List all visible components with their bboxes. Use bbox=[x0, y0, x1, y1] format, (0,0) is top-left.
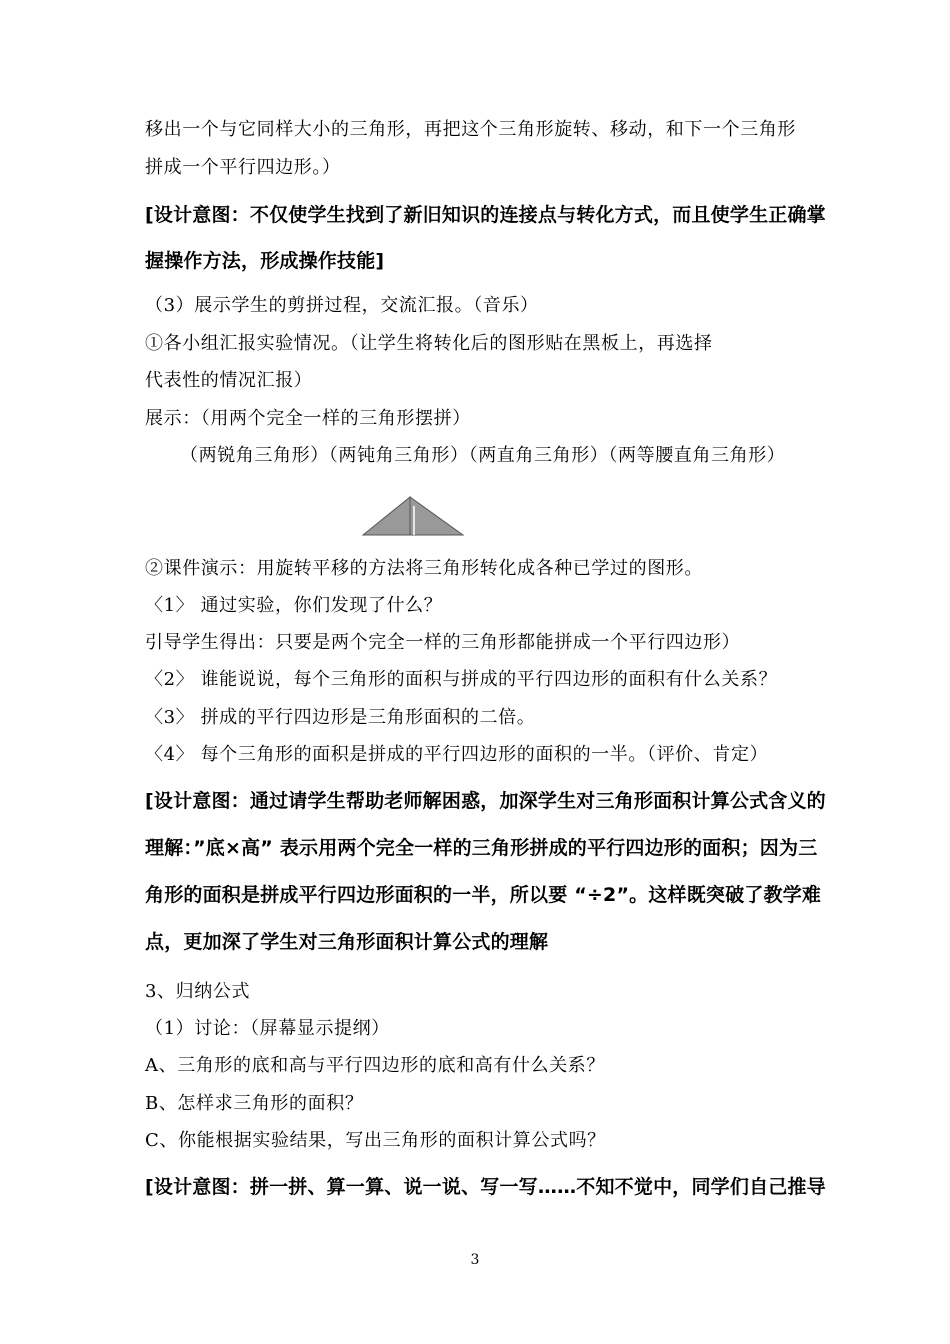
design-intent-line: 角形的面积是拼成平行四边形面积的一半，所以要 “÷2”。这样既突破了教学难 bbox=[145, 884, 822, 906]
triangle-left bbox=[363, 497, 410, 535]
paragraph-line: 拼成一个平行四边形。） bbox=[145, 157, 341, 178]
paragraph-line: 引导学生得出：只要是两个完全一样的三角形都能拼成一个平行四边形） bbox=[145, 632, 741, 653]
page-number: 3 bbox=[470, 1252, 480, 1268]
design-intent-line: 握操作方法，形成操作技能] bbox=[145, 250, 385, 272]
paragraph-line: 〈2〉 谁能说说，每个三角形的面积与拼成的平行四边形的面积有什么关系？ bbox=[145, 669, 778, 690]
design-intent-line: [设计意图：不仅使学生找到了新旧知识的连接点与转化方式，而且使学生正确掌 bbox=[145, 204, 826, 226]
design-intent-line: 点，更加深了学生对三角形面积计算公式的理解 bbox=[145, 931, 549, 953]
paragraph-line: B、怎样求三角形的面积？ bbox=[145, 1093, 364, 1114]
design-intent-line: [设计意图：拼一拼、算一算、说一说、写一写……不知不觉中，同学们自己推导 bbox=[145, 1176, 826, 1198]
paragraph-line: A、三角形的底和高与平行四边形的底和高有什么关系？ bbox=[145, 1055, 605, 1076]
paragraph-line: 〈4〉 每个三角形的面积是拼成的平行四边形的面积的一半。（评价、肯定） bbox=[145, 744, 769, 765]
triangle-figure bbox=[362, 494, 464, 538]
paragraph-line: （两锐角三角形）（两钝角三角形）（两直角三角形）（两等腰直角三角形） bbox=[180, 445, 786, 466]
paragraph-line: ②课件演示：用旋转平移的方法将三角形转化成各种已学过的图形。 bbox=[145, 558, 703, 579]
section-heading: 3、归纳公式 bbox=[145, 981, 251, 1002]
paragraph-line: 代表性的情况汇报） bbox=[145, 370, 313, 391]
paragraph-line: （3）展示学生的剪拼过程，交流汇报。（音乐） bbox=[145, 295, 539, 316]
triangle-right bbox=[410, 497, 463, 535]
paragraph-line: 展示：（用两个完全一样的三角形摆拼） bbox=[145, 408, 471, 429]
paragraph-line: 移出一个与它同样大小的三角形，再把这个三角形旋转、移动，和下一个三角形 bbox=[145, 119, 796, 140]
paragraph-line: ①各小组汇报实验情况。（让学生将转化后的图形贴在黑板上，再选择 bbox=[145, 333, 713, 354]
paragraph-line: （1）讨论：（屏幕显示提纲） bbox=[145, 1018, 390, 1039]
paragraph-line: C、你能根据实验结果，写出三角形的面积计算公式吗？ bbox=[145, 1130, 606, 1151]
design-intent-line: 理解：”底×高” 表示用两个完全一样的三角形拼成的平行四边形的面积；因为三 bbox=[145, 837, 818, 859]
paragraph-line: 〈1〉 通过实验，你们发现了什么？ bbox=[145, 595, 443, 616]
paragraph-line: 〈3〉 拼成的平行四边形是三角形面积的二倍。 bbox=[145, 707, 536, 728]
design-intent-line: [设计意图：通过请学生帮助老师解困惑，加深学生对三角形面积计算公式含义的 bbox=[145, 790, 826, 812]
